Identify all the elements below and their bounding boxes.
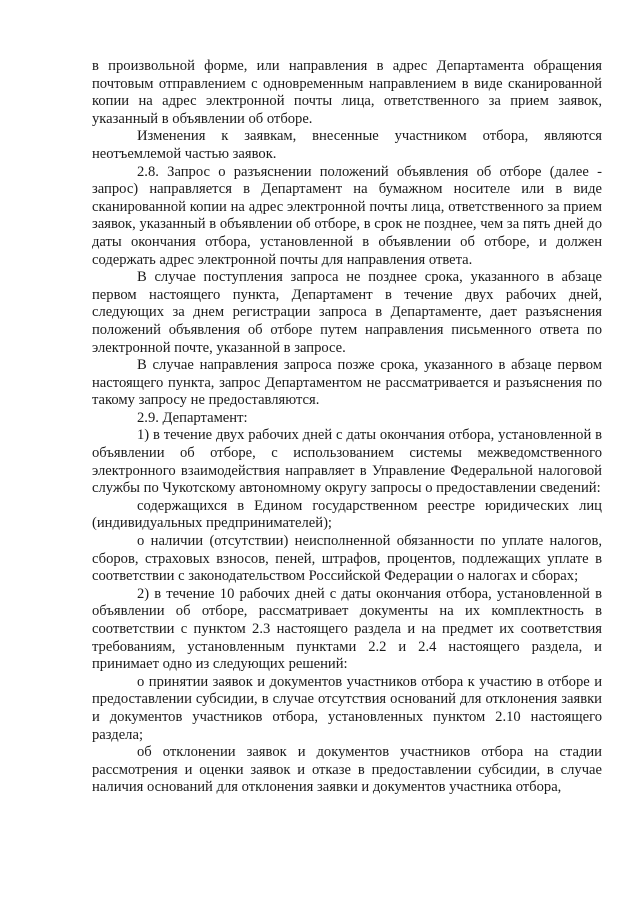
paragraph: в произвольной форме, или направления в адрес Департамента обращения почтовым отправлением с одновременным направлением в виде сканированной копии на адрес электронной почты лица, ответственного за прием заявок, указанный в объявлении об отборе.: [92, 58, 602, 127]
paragraph: об отклонении заявок и документов участников отбора на стадии рассмотрения и оценки заявок и отказе в предоставлении субсидии, в случае наличия оснований для отклонения заявки и документов участника отбора,: [92, 744, 602, 796]
paragraph: о наличии (отсутствии) неисполненной обязанности по уплате налогов, сборов, страховых взносов, пеней, штрафов, процентов, подлежащих уплате в соответствии с законодательством Российской Федерации о налогах и сборах;: [92, 533, 602, 585]
paragraph: В случае направления запроса позже срока, указанного в абзаце первом настоящего пункта, запрос Департаментом не рассматривается и разъяснения по такому запросу не предоставляются.: [92, 357, 602, 409]
document-body: [92, 58, 602, 797]
paragraph: содержащихся в Едином государственном реестре юридических лиц (индивидуальных предпринимателей);: [92, 497, 602, 532]
paragraph: Изменения к заявкам, внесенные участником отбора, являются неотъемлемой частью заявок.: [92, 128, 602, 162]
paragraph: о принятии заявок и документов участников отбора к участию в отборе и предоставлении субсидии, в случае отсутствия оснований для отклонения заявки и документов участников отбора, установленных пунктом 2.10 настоящего раздела;: [92, 673, 602, 743]
paragraph: 2.8. Запрос о разъяснении положений объявления об отборе (далее - запрос) направляется в Департамент на бумажном носителе или в виде сканированной копии на адрес электронной почты лица, ответственного за прием заявок, указанный в объявлении об отборе, в срок не позднее, чем за пять дней до даты окончания отбора, установленной в объявлении об отборе, и должен содержать адрес электронной почты для направления ответа.: [92, 163, 602, 268]
paragraph: 2.9. Департамент:: [137, 409, 248, 426]
paragraph: 2) в течение 10 рабочих дней с даты окончания отбора, установленной в объявлении об отборе, рассматривает документы на их комплектность в соответствии с пунктом 2.3 настоящего раздела и на предмет их соответствия требованиям, установленным пунктами 2.2 и 2.4 настоящего раздела, и принимает одно из следующих решений:: [92, 585, 602, 673]
paragraph: В случае поступления запроса не позднее срока, указанного в абзаце первом настоящего пункта, Департамент в течение двух рабочих дней, следующих за днем регистрации запроса в Департаменте, дает разъяснения положений объявления об отборе путем направления письменного ответа по электронной почте, указанной в запросе.: [92, 269, 602, 356]
paragraph: 1) в течение двух рабочих дней с даты окончания отбора, установленной в объявлении об отборе, с использованием системы межведомственного электронного взаимодействия направляет в Управление Федеральной налоговой службы по Чукотскому автономному округу запросы о предоставлении сведений:: [92, 427, 602, 497]
